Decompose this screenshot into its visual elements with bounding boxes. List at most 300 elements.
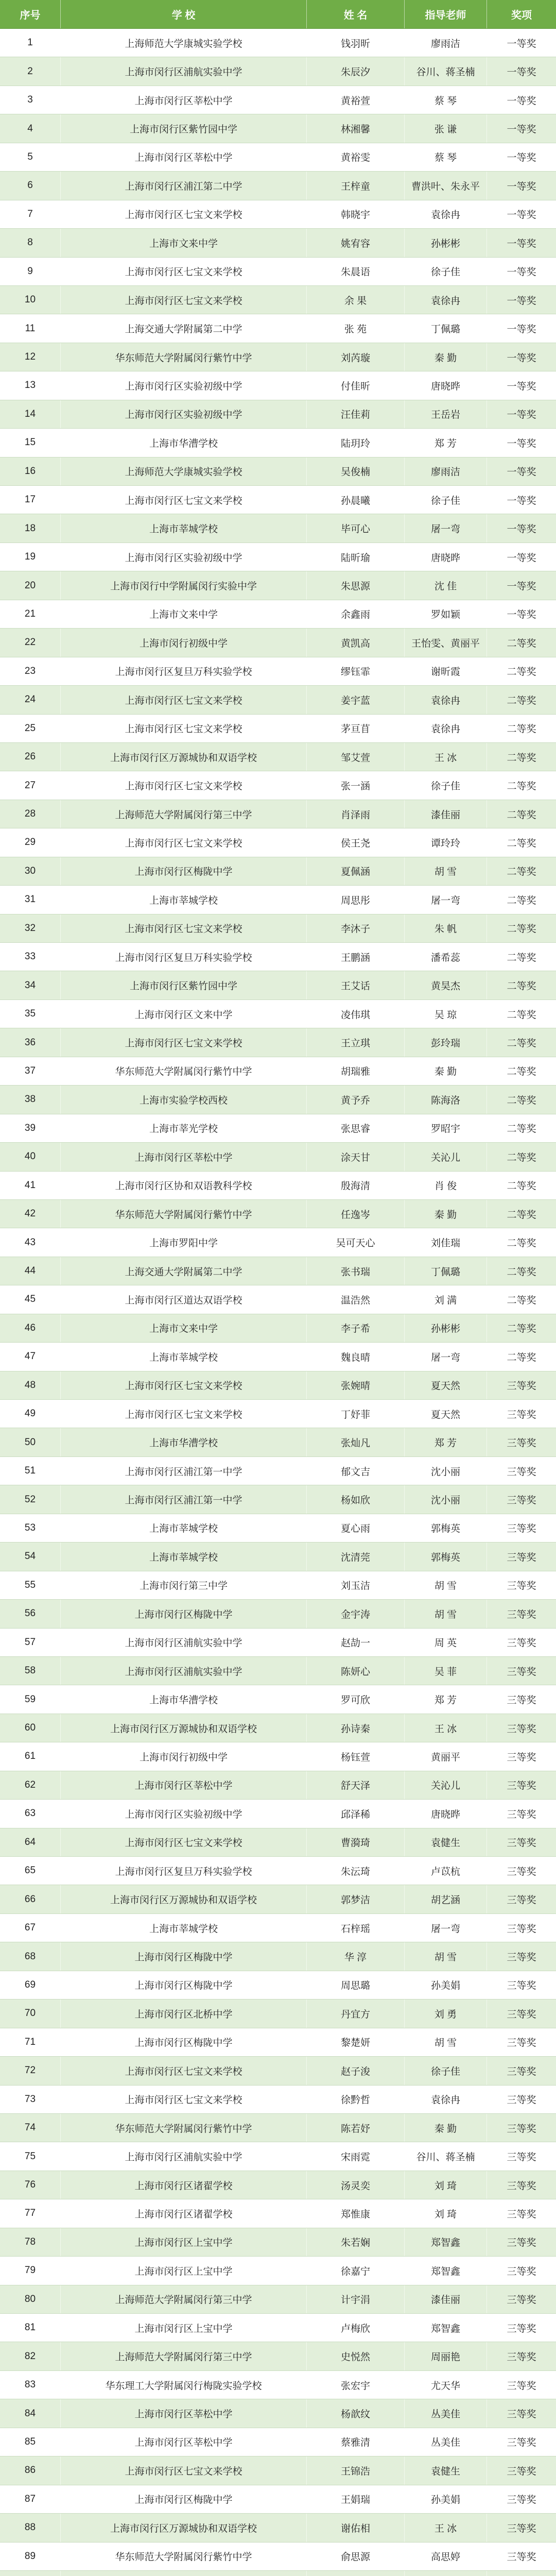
- cell-index: 32: [0, 914, 61, 942]
- table-row: [0, 857, 556, 886]
- cell-award: 三等奖: [507, 2523, 536, 2534]
- cell-school: 上海市闵行区上宝中学: [61, 2314, 307, 2342]
- cell-school: 上海市闵行区莘松中学: [61, 1143, 307, 1171]
- cell-award: 一等奖: [507, 267, 536, 278]
- cell-award: 三等奖: [507, 1495, 536, 1506]
- cell-index: 74: [0, 2114, 61, 2142]
- table-row: [0, 343, 556, 371]
- cell-name: 黄裕雯: [307, 143, 405, 171]
- cell-teacher: 周丽艳: [405, 2342, 487, 2370]
- cell-index: [0, 2571, 61, 2576]
- cell-award: 二等奖: [507, 809, 536, 821]
- cell-school: 上海市莘城学校: [61, 1914, 307, 1942]
- cell-teacher: 袁徐冉: [405, 2086, 487, 2113]
- cell-teacher: 屠一弯: [405, 1914, 487, 1942]
- cell-award: 一等奖: [507, 581, 536, 592]
- cell-index: 64: [0, 1828, 61, 1856]
- cell-name: 卢梅欣: [307, 2314, 405, 2342]
- cell-school: 华东师范大学附属闵行紫竹中学: [61, 1200, 307, 1228]
- cell-award: 三等奖: [507, 1466, 536, 1478]
- cell-school: 上海市莘城学校: [61, 886, 307, 913]
- cell-award: 三等奖: [507, 1781, 536, 1792]
- cell-award: 三等奖: [507, 2437, 536, 2449]
- cell-school: 华东师范大学附属闵行紫竹中学: [61, 2114, 307, 2142]
- cell-award: 三等奖: [507, 2495, 536, 2506]
- cell-name: 舒天泽: [307, 1771, 405, 1799]
- table-row: [0, 172, 556, 200]
- cell-name: 林湘馨: [307, 114, 405, 142]
- cell-name: 郁文吉: [307, 1457, 405, 1485]
- table-row: [0, 971, 556, 999]
- cell-school: 华东师范大学附属闵行紫竹中学: [61, 2543, 307, 2570]
- cell-school: 上海师范大学康城实验学校: [61, 29, 307, 57]
- cell-school: 华东理工大学附属闵行梅陇实验学校: [61, 2371, 307, 2399]
- cell-award: 一等奖: [507, 438, 536, 449]
- cell-award: 三等奖: [507, 1523, 536, 1535]
- cell-teacher: 郭梅英: [405, 1514, 487, 1542]
- cell-index: 66: [0, 1885, 61, 1913]
- table-row: [0, 514, 556, 543]
- cell-index: 77: [0, 2199, 61, 2227]
- cell-school: 上海市闵行区梅陇中学: [61, 2485, 307, 2513]
- cell-name: 郑惟康: [307, 2199, 405, 2227]
- cell-name: 宋雨霓: [307, 2142, 405, 2170]
- cell-teacher: 蔡 琴: [405, 143, 487, 171]
- cell-teacher: 张 谦: [405, 114, 487, 142]
- cell-name: 张宏宇: [307, 2371, 405, 2399]
- cell-award: 二等奖: [507, 1038, 536, 1049]
- cell-name: 史悦然: [307, 2342, 405, 2370]
- cell-name: 孙诗秦: [307, 1714, 405, 1742]
- cell-teacher: 秦 勤: [405, 343, 487, 371]
- cell-teacher: 丁佩璐: [405, 314, 487, 342]
- table-row: [0, 1571, 556, 1600]
- cell-school: 上海市闵行区文来中学: [61, 1000, 307, 1028]
- cell-school: 上海市闵行区七宝文来学校: [61, 286, 307, 314]
- cell-teacher: [405, 2571, 487, 2576]
- cell-school: 上海市闵行中学附属闵行实验中学: [61, 571, 307, 599]
- cell-school: 上海市闵行区万源城协和双语学校: [61, 2514, 307, 2541]
- cell-award: 二等奖: [507, 895, 536, 906]
- cell-index: 39: [0, 1114, 61, 1142]
- table-row: [0, 143, 556, 172]
- cell-index: 36: [0, 1028, 61, 1056]
- cell-school: 上海市闵行区浦航实验中学: [61, 2142, 307, 2170]
- header-name: 姓 名: [307, 0, 405, 28]
- table-row: [0, 1629, 556, 1657]
- table-row: [0, 2228, 556, 2257]
- cell-index: 25: [0, 715, 61, 742]
- cell-school: 上海市闵行区上宝中学: [61, 2257, 307, 2284]
- cell-school: 上海市莘城学校: [61, 1514, 307, 1542]
- table-row: [0, 629, 556, 657]
- table-row: [0, 1028, 556, 1057]
- cell-name: 蔡雅清: [307, 2428, 405, 2456]
- cell-name: 胡瑞雅: [307, 1057, 405, 1085]
- cell-name: 华 淳: [307, 1942, 405, 1970]
- cell-name: 杨如欣: [307, 1485, 405, 1513]
- table-row: [0, 657, 556, 686]
- cell-index: 68: [0, 1942, 61, 1970]
- cell-name: 周思璐: [307, 1971, 405, 1999]
- table-row: [0, 200, 556, 229]
- table-row: [0, 943, 556, 971]
- cell-index: 49: [0, 1400, 61, 1428]
- cell-award: 二等奖: [507, 1066, 536, 1078]
- cell-index: 57: [0, 1629, 61, 1656]
- cell-teacher: 徐子佳: [405, 2057, 487, 2084]
- cell-school: 上海市闵行区七宝文来学校: [61, 914, 307, 942]
- cell-index: 41: [0, 1172, 61, 1199]
- cell-index: 21: [0, 600, 61, 628]
- cell-teacher: 罗如颖: [405, 600, 487, 628]
- cell-name: 汤灵奕: [307, 2171, 405, 2199]
- header-index: 序号: [0, 0, 61, 28]
- cell-award: 二等奖: [507, 1209, 536, 1221]
- cell-award: 三等奖: [507, 1609, 536, 1620]
- cell-teacher: 刘 琦: [405, 2199, 487, 2227]
- cell-school: 上海市闵行区七宝文来学校: [61, 1400, 307, 1428]
- cell-index: 71: [0, 2028, 61, 2056]
- table-row: [0, 1914, 556, 1942]
- cell-name: 张书瑞: [307, 1257, 405, 1285]
- cell-school: 上海师范大学康城实验学校: [61, 457, 307, 485]
- table-row: [0, 1114, 556, 1143]
- cell-teacher: 朱 帆: [405, 914, 487, 942]
- cell-name: 殷海清: [307, 1172, 405, 1199]
- cell-index: 38: [0, 1086, 61, 1113]
- cell-award: 二等奖: [507, 1124, 536, 1135]
- cell-index: 31: [0, 886, 61, 913]
- table-row: [0, 1257, 556, 1285]
- cell-award: 二等奖: [507, 1238, 536, 1249]
- cell-index: 22: [0, 629, 61, 656]
- cell-teacher: 谭玲玲: [405, 828, 487, 856]
- cell-name: 王娟瑞: [307, 2485, 405, 2513]
- cell-name: 韩晓宇: [307, 200, 405, 228]
- cell-index: 85: [0, 2428, 61, 2456]
- cell-name: 涂天甘: [307, 1143, 405, 1171]
- cell-index: 46: [0, 1314, 61, 1342]
- cell-name: 孙晨曦: [307, 486, 405, 514]
- cell-teacher: 谷川、蒋圣楠: [405, 2142, 487, 2170]
- cell-school: 上海市闵行区梅陇中学: [61, 857, 307, 885]
- cell-award: 二等奖: [507, 924, 536, 935]
- cell-award: 一等奖: [507, 152, 536, 164]
- header-school: 学 校: [61, 0, 307, 28]
- cell-school: 上海市闵行区七宝文来学校: [61, 1828, 307, 1856]
- cell-school: 上海师范大学附属闵行第三中学: [61, 800, 307, 828]
- cell-school: 上海市闵行区实验初级中学: [61, 371, 307, 399]
- cell-name: 郭梦洁: [307, 1885, 405, 1913]
- cell-school: 上海市闵行区万源城协和双语学校: [61, 1885, 307, 1913]
- cell-name: 陆玥玲: [307, 429, 405, 456]
- table-row: [0, 2342, 556, 2370]
- cell-teacher: 周 英: [405, 1629, 487, 1656]
- cell-school: 上海市闵行初级中学: [61, 1742, 307, 1770]
- cell-school: 上海市闵行区七宝文来学校: [61, 828, 307, 856]
- cell-teacher: 胡 雪: [405, 2028, 487, 2056]
- cell-school: 上海交通大学附属第二中学: [61, 1257, 307, 1285]
- table-row: [0, 1514, 556, 1543]
- cell-name: 姜宇蓝: [307, 686, 405, 714]
- table-row: [0, 1000, 556, 1028]
- cell-name: 余 果: [307, 286, 405, 314]
- table-row: [0, 1485, 556, 1514]
- cell-index: 52: [0, 1485, 61, 1513]
- cell-name: 张一涵: [307, 771, 405, 799]
- table-row: [0, 429, 556, 457]
- cell-award: 二等奖: [507, 667, 536, 678]
- cell-award: 三等奖: [507, 2066, 536, 2077]
- cell-school: 上海市闵行区北桥中学: [61, 1999, 307, 2027]
- cell-school: 上海市华漕学校: [61, 429, 307, 456]
- cell-index: 26: [0, 743, 61, 771]
- cell-award: 三等奖: [507, 2409, 536, 2420]
- cell-award: 三等奖: [507, 1923, 536, 1935]
- cell-index: 24: [0, 686, 61, 714]
- cell-name: 李沐子: [307, 914, 405, 942]
- cell-award: 一等奖: [507, 67, 536, 78]
- cell-school: 上海市文来中学: [61, 600, 307, 628]
- cell-award: 三等奖: [507, 2009, 536, 2020]
- cell-award: [487, 2571, 556, 2576]
- cell-school: 上海市闵行区实验初级中学: [61, 543, 307, 571]
- table-row: [0, 486, 556, 514]
- cell-teacher: 夏天然: [405, 1371, 487, 1399]
- cell-index: 59: [0, 1685, 61, 1713]
- cell-teacher: 王 冰: [405, 743, 487, 771]
- cell-teacher: 郑 芳: [405, 429, 487, 456]
- cell-name: 邱泽稀: [307, 1800, 405, 1827]
- cell-teacher: 曹洪叶、朱永平: [405, 172, 487, 199]
- cell-teacher: 刘 琦: [405, 2171, 487, 2199]
- cell-teacher: 黄昊杰: [405, 971, 487, 999]
- cell-award: 三等奖: [507, 2380, 536, 2392]
- cell-award: 三等奖: [507, 2180, 536, 2192]
- table-row: [0, 800, 556, 828]
- cell-name: 刘玉洁: [307, 1571, 405, 1599]
- cell-teacher: 孙美娟: [405, 1971, 487, 1999]
- cell-award: 二等奖: [507, 1295, 536, 1306]
- cell-school: [61, 2571, 307, 2576]
- cell-school: 上海市闵行区道达双语学校: [61, 1285, 307, 1313]
- cell-index: 44: [0, 1257, 61, 1285]
- cell-school: 华东师范大学附属闵行紫竹中学: [61, 1057, 307, 1085]
- cell-name: 凌伟琪: [307, 1000, 405, 1028]
- cell-award: 一等奖: [507, 210, 536, 221]
- table-row: [0, 2514, 556, 2542]
- cell-name: 杨歆纹: [307, 2399, 405, 2427]
- cell-award: 三等奖: [507, 2123, 536, 2134]
- cell-teacher: 郑智鑫: [405, 2228, 487, 2256]
- cell-school: 上海市闵行区浦江第一中学: [61, 1485, 307, 1513]
- cell-award: 一等奖: [507, 181, 536, 192]
- cell-name: 沈清莞: [307, 1543, 405, 1570]
- cell-name: 夏心雨: [307, 1514, 405, 1542]
- cell-school: 上海市闵行区七宝文来学校: [61, 715, 307, 742]
- cell-school: 上海市闵行区七宝文来学校: [61, 686, 307, 714]
- cell-school: 上海市闵行区莘松中学: [61, 2428, 307, 2456]
- cell-name: 温浩然: [307, 1285, 405, 1313]
- cell-school: 上海市闵行区梅陇中学: [61, 1971, 307, 1999]
- table-row: [0, 2571, 556, 2576]
- cell-school: 上海市闵行区上宝中学: [61, 2228, 307, 2256]
- cell-award: 二等奖: [507, 695, 536, 706]
- cell-name: [307, 2571, 405, 2576]
- cell-index: 40: [0, 1143, 61, 1171]
- table-row: [0, 2285, 556, 2314]
- table-row: [0, 1371, 556, 1400]
- header-teacher: 指导老师: [405, 0, 487, 28]
- cell-name: 周思彤: [307, 886, 405, 913]
- table-body: [0, 29, 556, 2576]
- cell-name: 丹宜方: [307, 1999, 405, 2027]
- cell-index: 78: [0, 2228, 61, 2256]
- table-row: [0, 1942, 556, 1971]
- table-row: [0, 400, 556, 429]
- cell-index: 17: [0, 486, 61, 514]
- table-row: [0, 1657, 556, 1685]
- cell-school: 上海市闵行区七宝文来学校: [61, 771, 307, 799]
- cell-teacher: 刘 满: [405, 1285, 487, 1313]
- cell-index: 73: [0, 2086, 61, 2113]
- table-row: [0, 886, 556, 914]
- table-row: [0, 1800, 556, 1828]
- cell-school: 上海市莘城学校: [61, 514, 307, 542]
- cell-award: 二等奖: [507, 1266, 536, 1278]
- table-row: [0, 1771, 556, 1800]
- table-row: [0, 2257, 556, 2285]
- cell-teacher: 徐子佳: [405, 258, 487, 285]
- cell-index: 56: [0, 1600, 61, 1628]
- cell-name: 朱晨语: [307, 258, 405, 285]
- table-row: [0, 1999, 556, 2028]
- table-row: [0, 1057, 556, 1086]
- cell-award: 三等奖: [507, 1723, 536, 1735]
- cell-school: 上海市闵行区浦江第一中学: [61, 1457, 307, 1485]
- cell-school: 上海市闵行区浦江第二中学: [61, 172, 307, 199]
- cell-teacher: 肖 俊: [405, 1172, 487, 1199]
- table-row: [0, 2543, 556, 2571]
- cell-award: 一等奖: [507, 609, 536, 621]
- cell-index: 70: [0, 1999, 61, 2027]
- table-row: [0, 828, 556, 857]
- cell-teacher: 夏天然: [405, 1400, 487, 1428]
- cell-name: 夏佩涵: [307, 857, 405, 885]
- cell-teacher: 漆佳丽: [405, 2285, 487, 2313]
- table-row: [0, 2171, 556, 2199]
- cell-teacher: 孙彬彬: [405, 229, 487, 257]
- cell-teacher: 丛美佳: [405, 2428, 487, 2456]
- cell-school: 上海市实验学校西校: [61, 1086, 307, 1113]
- cell-index: 82: [0, 2342, 61, 2370]
- cell-index: 37: [0, 1057, 61, 1085]
- cell-award: 三等奖: [507, 1552, 536, 1563]
- cell-school: 上海市闵行区诸翟学校: [61, 2199, 307, 2227]
- table-row: [0, 2086, 556, 2114]
- table-row: [0, 2199, 556, 2228]
- cell-school: 上海市闵行区莘松中学: [61, 86, 307, 114]
- cell-index: 43: [0, 1228, 61, 1256]
- header-award: 奖项: [511, 10, 532, 21]
- table-row: [0, 543, 556, 571]
- cell-award: 一等奖: [507, 495, 536, 506]
- cell-index: 89: [0, 2543, 61, 2570]
- table-row: [0, 2057, 556, 2085]
- table-row: [0, 1428, 556, 1456]
- cell-index: 35: [0, 1000, 61, 1028]
- cell-teacher: 郑智鑫: [405, 2257, 487, 2284]
- cell-award: 二等奖: [507, 1352, 536, 1363]
- cell-award: 二等奖: [507, 952, 536, 963]
- cell-teacher: 唐晓晔: [405, 371, 487, 399]
- cell-index: 54: [0, 1543, 61, 1570]
- cell-teacher: 袁健生: [405, 2456, 487, 2484]
- cell-teacher: 潘希蕊: [405, 943, 487, 971]
- cell-award: 三等奖: [507, 2466, 536, 2477]
- cell-award: 三等奖: [507, 1438, 536, 1449]
- table-row: [0, 571, 556, 600]
- cell-name: 张思睿: [307, 1114, 405, 1142]
- cell-name: 金宇涛: [307, 1600, 405, 1628]
- table-row: [0, 1285, 556, 1314]
- cell-teacher: 王 冰: [405, 2514, 487, 2541]
- cell-teacher: 关沁儿: [405, 1771, 487, 1799]
- table-row: [0, 1314, 556, 1343]
- cell-teacher: 高思婷: [405, 2543, 487, 2570]
- table-row: [0, 2399, 556, 2428]
- cell-school: 上海市文来中学: [61, 229, 307, 257]
- cell-school: 上海市华漕学校: [61, 1428, 307, 1456]
- table-row: [0, 1600, 556, 1628]
- cell-index: 72: [0, 2057, 61, 2084]
- cell-school: 上海师范大学附属闵行第三中学: [61, 2342, 307, 2370]
- cell-name: 张 苑: [307, 314, 405, 342]
- cell-school: 上海市闵行区实验初级中学: [61, 1800, 307, 1827]
- cell-name: 杨钰萱: [307, 1742, 405, 1770]
- cell-award: 一等奖: [507, 238, 536, 249]
- cell-teacher: 陈海洛: [405, 1086, 487, 1113]
- cell-school: 上海市闵行区复旦万科实验学校: [61, 657, 307, 685]
- cell-index: 76: [0, 2171, 61, 2199]
- cell-school: 上海市闵行区梅陇中学: [61, 1600, 307, 1628]
- cell-index: 80: [0, 2285, 61, 2313]
- cell-award: 二等奖: [507, 752, 536, 764]
- cell-teacher: 沈 佳: [405, 571, 487, 599]
- table-row: [0, 1857, 556, 1885]
- cell-award: 三等奖: [507, 2352, 536, 2363]
- cell-index: 34: [0, 971, 61, 999]
- cell-school: 上海市文来中学: [61, 1314, 307, 1342]
- cell-teacher: 袁徐冉: [405, 686, 487, 714]
- cell-index: 2: [0, 57, 61, 85]
- cell-school: 上海市闵行区紫竹园中学: [61, 114, 307, 142]
- cell-index: 20: [0, 571, 61, 599]
- cell-award: 二等奖: [507, 838, 536, 849]
- cell-teacher: 丛美佳: [405, 2399, 487, 2427]
- table-row: [0, 1457, 556, 1485]
- cell-school: 上海市闵行区七宝文来学校: [61, 258, 307, 285]
- cell-award: 一等奖: [507, 324, 536, 335]
- cell-name: 朱若娴: [307, 2228, 405, 2256]
- cell-index: 51: [0, 1457, 61, 1485]
- cell-name: 黄裕萱: [307, 86, 405, 114]
- cell-name: 张婉晴: [307, 1371, 405, 1399]
- cell-teacher: 郑 芳: [405, 1685, 487, 1713]
- cell-index: 83: [0, 2371, 61, 2399]
- table-row: [0, 771, 556, 800]
